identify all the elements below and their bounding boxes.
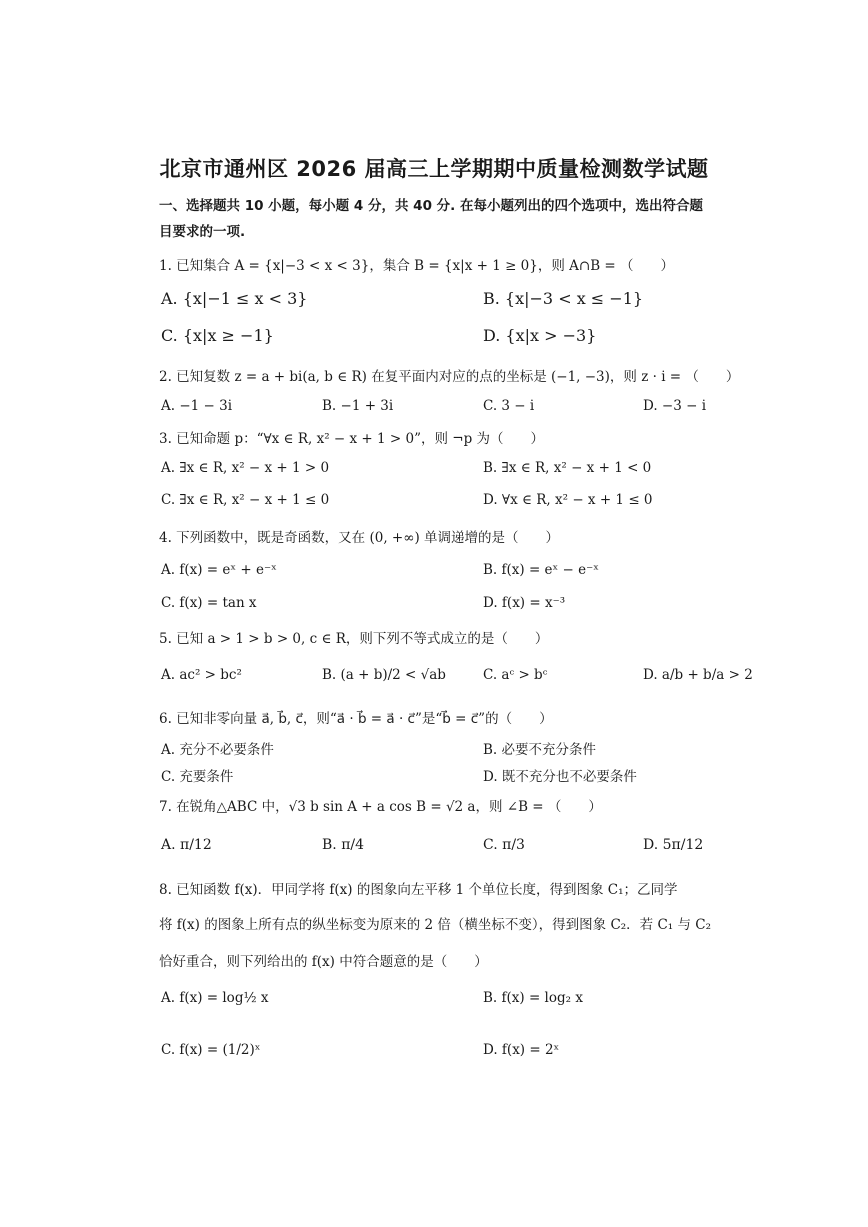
question-2-option-b: B. −1 + 3i: [322, 398, 394, 414]
question-4-stem: 4. 下列函数中，既是奇函数，又在 (0, +∞) 单调递增的是（ ）: [159, 530, 560, 546]
question-1-option-a: A. {x|−1 ≤ x < 3}: [161, 289, 308, 308]
question-6-option-d: D. 既不充分也不必要条件: [483, 769, 637, 785]
question-5-option-b: B. (a + b)/2 < √ab: [322, 667, 446, 683]
question-2-option-c: C. 3 − i: [483, 398, 535, 414]
question-6-option-a: A. 充分不必要条件: [161, 742, 274, 758]
question-6-option-b: B. 必要不充分条件: [483, 742, 597, 758]
question-8-option-b: B. f(x) = log₂ x: [483, 990, 583, 1006]
question-8-option-c: C. f(x) = (1/2)ˣ: [161, 1042, 261, 1058]
question-6-stem: 6. 已知非零向量 a⃗, b⃗, c⃗，则“a⃗ · b⃗ = a⃗ · c⃗”是“b⃗ = c⃗”的（ ）: [159, 711, 553, 727]
question-4-option-c: C. f(x) = tan x: [161, 595, 257, 611]
question-4-option-d: D. f(x) = x⁻³: [483, 595, 566, 611]
question-5-stem: 5. 已知 a > 1 > b > 0, c ∈ R，则下列不等式成立的是（ ）: [159, 631, 549, 647]
question-5-option-d: D. a/b + b/a > 2: [643, 667, 753, 683]
question-4-option-a: A. f(x) = eˣ + e⁻ˣ: [161, 562, 277, 578]
question-8-option-a: A. f(x) = log½ x: [161, 990, 269, 1006]
question-3-option-b: B. ∃x ∈ R, x² − x + 1 < 0: [483, 460, 652, 476]
question-8-option-d: D. f(x) = 2ˣ: [483, 1042, 560, 1058]
question-6-option-c: C. 充要条件: [161, 769, 234, 785]
question-1-option-c: C. {x|x ≥ −1}: [161, 326, 274, 345]
question-2-stem: 2. 已知复数 z = a + bi(a, b ∈ R) 在复平面内对应的点的坐标是 (−1, −3)，则 z · i = （ ）: [159, 369, 740, 385]
question-5-option-c: C. aᶜ > bᶜ: [483, 667, 548, 683]
question-7-option-a: A. π/12: [161, 837, 212, 853]
question-7-stem: 7. 在锐角△ABC 中，√3 b sin A + a cos B = √2 a，则 ∠B = （ ）: [159, 799, 602, 815]
question-2-option-d: D. −3 − i: [643, 398, 707, 414]
question-1-option-d: D. {x|x > −3}: [483, 326, 597, 345]
question-2-option-a: A. −1 − 3i: [161, 398, 233, 414]
question-8-stem-line-2: 将 f(x) 的图象上所有点的纵坐标变为原来的 2 倍（横坐标不变），得到图象 C₂．若 C₁ 与 C₂: [159, 917, 712, 933]
question-3-option-c: C. ∃x ∈ R, x² − x + 1 ≤ 0: [161, 492, 330, 508]
page-title: 北京市通州区 2026 届高三上学期期中质量检测数学试题: [159, 157, 709, 181]
question-7-option-b: B. π/4: [322, 837, 365, 853]
question-8-stem-line-3: 恰好重合，则下列给出的 f(x) 中符合题意的是（ ）: [159, 954, 488, 970]
question-7-option-c: C. π/3: [483, 837, 525, 853]
question-8-stem-line-1: 8. 已知函数 f(x)．甲同学将 f(x) 的图象向左平移 1 个单位长度，得到图象 C₁；乙同学: [159, 882, 678, 898]
question-4-option-b: B. f(x) = eˣ − e⁻ˣ: [483, 562, 599, 578]
question-3-option-a: A. ∃x ∈ R, x² − x + 1 > 0: [161, 460, 330, 476]
question-7-option-d: D. 5π/12: [643, 837, 704, 853]
question-3-stem: 3. 已知命题 p：“∀x ∈ R, x² − x + 1 > 0”，则 ¬p 为（ ）: [159, 431, 545, 447]
section-instructions: 一、选择题共 10 小题，每小题 4 分，共 40 分. 在每小题列出的四个选项中，选出符合题目要求的一项.: [159, 198, 703, 240]
question-3-option-d: D. ∀x ∈ R, x² − x + 1 ≤ 0: [483, 492, 653, 508]
question-5-option-a: A. ac² > bc²: [161, 667, 242, 683]
question-1-stem: 1. 已知集合 A = {x|−3 < x < 3}，集合 B = {x|x + 1 ≥ 0}，则 A∩B = （ ）: [159, 258, 675, 274]
question-1-option-b: B. {x|−3 < x ≤ −1}: [483, 289, 644, 308]
